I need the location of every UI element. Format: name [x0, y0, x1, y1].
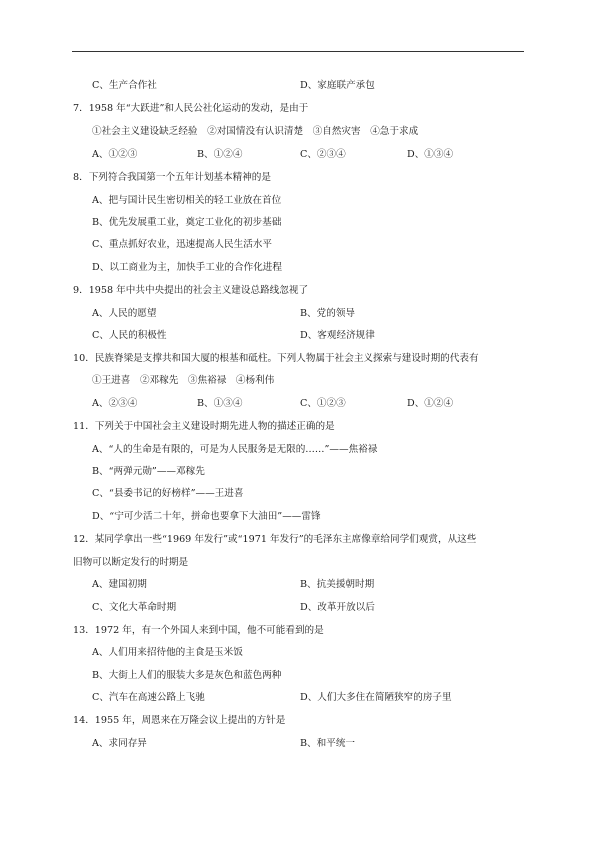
- q11-option-c: C、“县委书记的好榜样”——王进喜: [92, 488, 244, 499]
- q10-option-d: D、①②④: [407, 398, 454, 409]
- q8-stem: 8．下列符合我国第一个五年计划基本精神的是: [73, 172, 271, 183]
- q9-option-b: B、党的领导: [300, 308, 356, 319]
- q13-option-c: C、汽车在高速公路上飞驰: [92, 692, 205, 703]
- q7-option-b: B、①②④: [197, 149, 243, 160]
- q9-stem: 9．1958 年中共中央提出的社会主义建设总路线忽视了: [73, 285, 309, 296]
- q8-option-a: A、把与国计民生密切相关的轻工业放在首位: [92, 195, 282, 206]
- q10-option-b: B、①③④: [197, 398, 243, 409]
- q13-option-d: D、人们大多住在简陋狭窄的房子里: [300, 692, 452, 703]
- q11-option-b: B、“两弹元勋”——邓稼先: [92, 466, 205, 477]
- q12-option-d: D、改革开放以后: [300, 602, 375, 613]
- q9-option-d: D、客观经济规律: [300, 330, 375, 341]
- q11-option-a: A、“人的生命是有限的，可是为人民服务是无限的……”——焦裕禄: [92, 444, 378, 455]
- q10-statements: ①王进喜 ②邓稼先 ③焦裕禄 ④杨利伟: [92, 375, 275, 386]
- q8-option-d: D、以工商业为主，加快手工业的合作化进程: [92, 262, 282, 273]
- q14-option-a: A、求同存异: [92, 738, 147, 749]
- q11-option-d: D、“宁可少活二十年，拼命也要拿下大油田”——雷锋: [92, 511, 321, 522]
- q8-option-c: C、重点抓好农业，迅速提高人民生活水平: [92, 239, 273, 250]
- q10-stem: 10．民族脊梁是支撑共和国大厦的根基和砥柱。下列人物属于社会主义探索与建设时期的代表有: [73, 353, 479, 364]
- q11-stem: 11．下列关于中国社会主义建设时期先进人物的描述正确的是: [73, 421, 335, 432]
- q7-stem: 7．1958 年“大跃进”和人民公社化运动的发动，是由于: [73, 103, 309, 114]
- q7-option-c: C、②③④: [300, 149, 346, 160]
- q7-option-a: A、①②③: [92, 149, 138, 160]
- q13-option-a: A、人们用来招待他的主食是玉米饭: [92, 647, 243, 658]
- q6-option-d: D、家庭联产承包: [300, 80, 375, 91]
- q9-option-a: A、人民的愿望: [92, 308, 157, 319]
- q14-option-b: B、和平统一: [300, 738, 356, 749]
- q12-option-b: B、抗美援朝时期: [300, 579, 375, 590]
- q12-option-c: C、文化大革命时期: [92, 602, 177, 613]
- q10-option-a: A、②③④: [92, 398, 138, 409]
- q14-stem: 14．1955 年，周恩来在万隆会议上提出的方针是: [73, 715, 286, 726]
- q13-option-b: B、大街上人们的服装大多是灰色和蓝色两种: [92, 670, 282, 681]
- q12-stem-line1: 12．某同学拿出一些“1969 年发行”或“1971 年发行”的毛泽东主席像章给同学们观赏，从这些: [73, 534, 477, 545]
- q8-option-b: B、优先发展重工业，奠定工业化的初步基础: [92, 217, 282, 228]
- q7-statements: ①社会主义建设缺乏经验 ②对国情没有认识清楚 ③自然灾害 ④急于求成: [92, 126, 419, 137]
- q12-option-a: A、建国初期: [92, 579, 147, 590]
- header-rule: [72, 51, 524, 52]
- q12-stem-line2: 旧物可以断定发行的时期是: [73, 557, 189, 568]
- q6-option-c: C、生产合作社: [92, 80, 157, 91]
- q10-option-c: C、①②③: [300, 398, 346, 409]
- q7-option-d: D、①③④: [407, 149, 454, 160]
- q9-option-c: C、人民的积极性: [92, 330, 167, 341]
- q13-stem: 13．1972 年，有一个外国人来到中国，他不可能看到的是: [73, 625, 324, 636]
